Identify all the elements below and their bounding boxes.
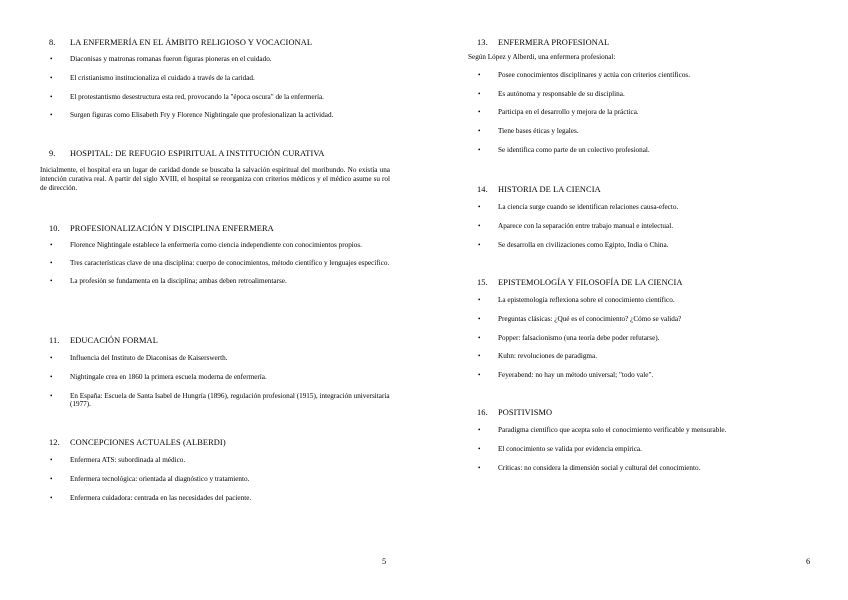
list-item: • Nightingale crea en 1860 la primera escuela moderna de enfermería.: [40, 373, 390, 382]
list-item: • La ciencia surge cuando se identifican relaciones causa-efecto.: [468, 203, 780, 212]
list-item: • Se identifica como parte de un colectivo profesional.: [468, 146, 780, 155]
section-number: 10.: [49, 224, 60, 233]
section-paragraph: Inicialmente, el hospital era un lugar de caridad donde se buscaba la salvación espiritual del moribundo. No existía una intención curativa real. A partir del siglo XVIII, el hospital se reorganiza con criterios médicos y el médico asume su rol de dirección.: [40, 166, 390, 192]
section-title: HOSPITAL: DE REFUGIO ESPIRITUAL A INSTITUCIÓN CURATIVA: [70, 149, 325, 158]
section-title: EPISTEMOLOGÍA Y FILOSOFÍA DE LA CIENCIA: [498, 278, 683, 287]
page-number-right: 6: [806, 557, 811, 566]
section-title: LA ENFERMERÍA EN EL ÁMBITO RELIGIOSO Y VOCACIONAL: [70, 38, 313, 47]
section-title: PROFESIONALIZACIÓN Y DISCIPLINA ENFERMERA: [70, 224, 274, 233]
list-item: • Surgen figuras como Elisabeth Fry y Florence Nightingale que profesionalizan la actividad.: [40, 111, 390, 120]
section-title: POSITIVISMO: [498, 408, 553, 417]
section-number: 16.: [477, 408, 488, 417]
section-title: EDUCACIÓN FORMAL: [70, 336, 158, 345]
section-11: [40, 336, 390, 409]
section-8: [40, 38, 390, 120]
list-item: • El protestantismo desestructura esta red, provocando la "época oscura" de la enfermería.: [40, 93, 390, 102]
section-title: CONCEPCIONES ACTUALES (ALBERDI): [70, 438, 226, 447]
list-item: • El conocimiento se valida por evidencia empírica.: [468, 445, 780, 454]
section-number: 15.: [477, 278, 488, 287]
list-item: • La profesión se fundamenta en la disciplina; ambas deben retroalimentarse.: [40, 277, 390, 286]
section-intro: Según López y Alberdi, una enfermera profesional:: [468, 53, 616, 61]
list-item: • La epistemología reflexiona sobre el conocimiento científico.: [468, 296, 780, 305]
section-heading: [468, 278, 780, 287]
section-heading: [468, 38, 780, 47]
section-title: HISTORIA DE LA CIENCIA: [498, 185, 601, 194]
section-9: [40, 149, 390, 192]
list-item: • Enfermera cuidadora: centrada en las necesidades del paciente.: [40, 494, 390, 503]
list-item: • Es autónoma y responsable de su disciplina.: [468, 90, 780, 99]
section-heading: [40, 149, 390, 158]
list-item: • Se desarrolla en civilizaciones como Egipto, India o China.: [468, 241, 780, 250]
list-item: • Diaconisas y matronas romanas fueron figuras pioneras en el cuidado.: [40, 55, 390, 64]
section-number: 9.: [49, 149, 56, 158]
list-item: • Enfermera ATS: subordinada al médico.: [40, 456, 390, 465]
section-number: 8.: [49, 38, 56, 47]
list-item: • Participa en el desarrollo y mejora de la práctica.: [468, 108, 780, 117]
list-item: • Paradigma científico que acepta solo el conocimiento verificable y mensurable.: [468, 426, 780, 435]
list-item: • Aparece con la separación entre trabajo manual e intelectual.: [468, 222, 780, 231]
list-item: • Posee conocimientos disciplinares y actúa con criterios científicos.: [468, 71, 780, 80]
list-item: • Feyerabend: no hay un método universal; "todo vale".: [468, 371, 780, 380]
section-10: [40, 224, 390, 285]
section-number: 13.: [477, 38, 488, 47]
list-item: • Popper: falsacionismo (una teoría debe poder refutarse).: [468, 334, 780, 343]
list-item: • Enfermera tecnológica: orientada al diagnóstico y tratamiento.: [40, 475, 390, 484]
list-item: • Kuhn: revoluciones de paradigma.: [468, 352, 780, 361]
section-title: ENFERMERA PROFESIONAL: [498, 38, 610, 47]
section-14: [468, 185, 780, 249]
section-heading: [468, 408, 780, 417]
section-heading: [40, 38, 390, 47]
section-number: 14.: [477, 185, 488, 194]
section-13: [468, 38, 780, 155]
list-item: • Influencia del Instituto de Diaconisas de Kaiserswerth.: [40, 354, 390, 363]
section-number: 11.: [49, 336, 60, 345]
section-16: [468, 408, 780, 472]
list-item: • Críticas: no considera la dimensión social y cultural del conocimiento.: [468, 464, 780, 473]
section-heading: [40, 438, 390, 447]
list-item: • En España: Escuela de Santa Isabel de Hungría (1896), regulación profesional (1915), integración universitaria (1977).: [40, 392, 390, 410]
section-number: 12.: [49, 438, 60, 447]
section-heading: [40, 224, 390, 233]
list-item: • Tiene bases éticas y legales.: [468, 127, 780, 136]
section-heading: [468, 185, 780, 194]
page-number-left: 5: [382, 557, 387, 566]
list-item: • Tres características clave de una disciplina: cuerpo de conocimientos, método científico y lenguajes específico.: [40, 259, 390, 268]
list-item: • Florence Nightingale establece la enfermería como ciencia independiente con conocimientos propios.: [40, 241, 390, 250]
list-item: • El cristianismo institucionaliza el cuidado a través de la caridad.: [40, 74, 390, 83]
section-15: [468, 278, 780, 380]
list-item: • Preguntas clásicas: ¿Qué es el conocimiento? ¿Cómo se valida?: [468, 315, 780, 324]
section-heading: [40, 336, 390, 345]
section-12: [40, 438, 390, 502]
